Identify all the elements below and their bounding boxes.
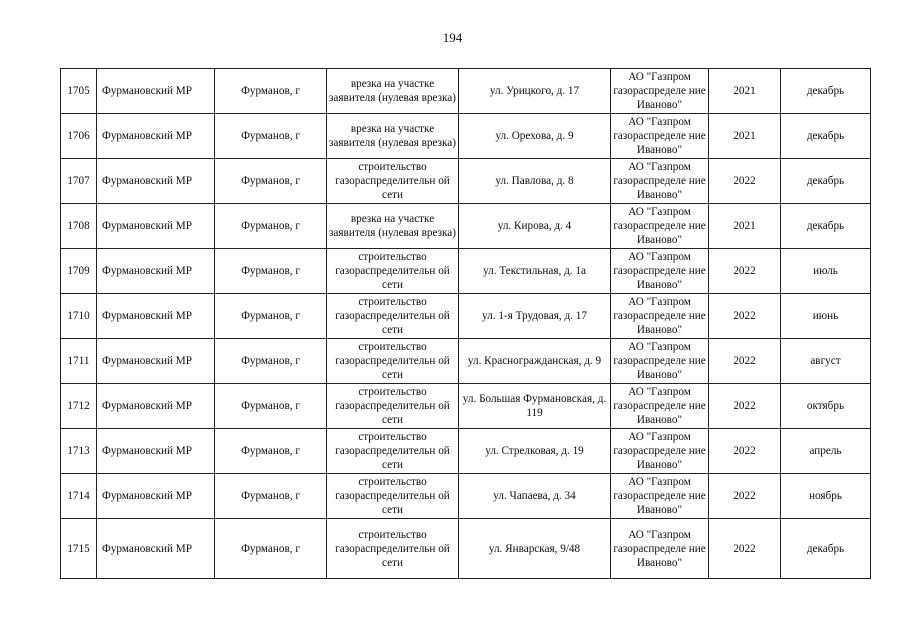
year-cell: 2022 [709,339,781,384]
table-row [61,159,871,204]
table-row [61,69,871,114]
gasification-table [60,68,871,579]
locality-cell: Фурманов, г [215,339,327,384]
table-row [61,474,871,519]
table-row [61,204,871,249]
year-cell: 2022 [709,519,781,579]
year-cell: 2022 [709,294,781,339]
organization-cell: АО "Газпром газораспределе ние Иваново" [611,69,709,114]
district-cell: Фурмановский МР [97,249,215,294]
month-cell: декабрь [781,519,871,579]
locality-cell: Фурманов, г [215,474,327,519]
work-type-cell: строительство газораспределительн ой сети [327,339,459,384]
address-cell: ул. Чапаева, д. 34 [459,474,611,519]
organization-cell: АО "Газпром газораспределе ние Иваново" [611,114,709,159]
page-number: 194 [442,30,463,45]
organization-cell: АО "Газпром газораспределе ние Иваново" [611,339,709,384]
organization-cell: АО "Газпром газораспределе ние Иваново" [611,294,709,339]
work-type-cell: врезка на участке заявителя (нулевая врезка) [327,204,459,249]
locality-cell: Фурманов, г [215,114,327,159]
work-type-cell: строительство газораспределительн ой сети [327,519,459,579]
row-number: 1706 [61,114,97,159]
table-row [61,429,871,474]
district-cell: Фурмановский МР [97,384,215,429]
district-cell: Фурмановский МР [97,474,215,519]
row-number: 1712 [61,384,97,429]
district-cell: Фурмановский МР [97,69,215,114]
address-cell: ул. Кирова, д. 4 [459,204,611,249]
organization-cell: АО "Газпром газораспределе ние Иваново" [611,384,709,429]
table-row [61,114,871,159]
work-type-cell: строительство газораспределительн ой сети [327,429,459,474]
work-type-cell: строительство газораспределительн ой сети [327,384,459,429]
address-cell: ул. 1-я Трудовая, д. 17 [459,294,611,339]
address-cell: ул. Стрелковая, д. 19 [459,429,611,474]
row-number: 1710 [61,294,97,339]
row-number: 1705 [61,69,97,114]
month-cell: ноябрь [781,474,871,519]
table-row [61,519,871,579]
work-type-cell: строительство газораспределительн ой сети [327,474,459,519]
district-cell: Фурмановский МР [97,339,215,384]
locality-cell: Фурманов, г [215,294,327,339]
locality-cell: Фурманов, г [215,69,327,114]
row-number: 1707 [61,159,97,204]
month-cell: декабрь [781,114,871,159]
table-row [61,249,871,294]
month-cell: июль [781,249,871,294]
month-cell: декабрь [781,204,871,249]
row-number: 1714 [61,474,97,519]
organization-cell: АО "Газпром газораспределе ние Иваново" [611,204,709,249]
work-type-cell: строительство газораспределительн ой сети [327,249,459,294]
district-cell: Фурмановский МР [97,429,215,474]
year-cell: 2022 [709,429,781,474]
address-cell: ул. Январская, 9/48 [459,519,611,579]
table-row [61,294,871,339]
organization-cell: АО "Газпром газораспределе ние Иваново" [611,474,709,519]
month-cell: июнь [781,294,871,339]
work-type-cell: врезка на участке заявителя (нулевая врезка) [327,114,459,159]
district-cell: Фурмановский МР [97,519,215,579]
year-cell: 2022 [709,474,781,519]
month-cell: декабрь [781,159,871,204]
row-number: 1708 [61,204,97,249]
table-body [61,69,871,579]
month-cell: октябрь [781,384,871,429]
district-cell: Фурмановский МР [97,204,215,249]
year-cell: 2021 [709,69,781,114]
organization-cell: АО "Газпром газораспределе ние Иваново" [611,429,709,474]
month-cell: апрель [781,429,871,474]
year-cell: 2021 [709,204,781,249]
district-cell: Фурмановский МР [97,159,215,204]
row-number: 1709 [61,249,97,294]
address-cell: ул. Урицкого, д. 17 [459,69,611,114]
locality-cell: Фурманов, г [215,159,327,204]
year-cell: 2022 [709,384,781,429]
month-cell: август [781,339,871,384]
address-cell: ул. Красногражданская, д. 9 [459,339,611,384]
organization-cell: АО "Газпром газораспределе ние Иваново" [611,159,709,204]
district-cell: Фурмановский МР [97,114,215,159]
locality-cell: Фурманов, г [215,384,327,429]
locality-cell: Фурманов, г [215,249,327,294]
locality-cell: Фурманов, г [215,429,327,474]
row-number: 1715 [61,519,97,579]
year-cell: 2022 [709,159,781,204]
address-cell: ул. Павлова, д. 8 [459,159,611,204]
district-cell: Фурмановский МР [97,294,215,339]
row-number: 1711 [61,339,97,384]
year-cell: 2022 [709,249,781,294]
table-row [61,339,871,384]
work-type-cell: строительство газораспределительн ой сети [327,159,459,204]
organization-cell: АО "Газпром газораспределе ние Иваново" [611,519,709,579]
table-row [61,384,871,429]
work-type-cell: врезка на участке заявителя (нулевая врезка) [327,69,459,114]
work-type-cell: строительство газораспределительн ой сети [327,294,459,339]
year-cell: 2021 [709,114,781,159]
address-cell: ул. Орехова, д. 9 [459,114,611,159]
organization-cell: АО "Газпром газораспределе ние Иваново" [611,249,709,294]
locality-cell: Фурманов, г [215,519,327,579]
month-cell: декабрь [781,69,871,114]
row-number: 1713 [61,429,97,474]
address-cell: ул. Большая Фурмановская, д. 119 [459,384,611,429]
address-cell: ул. Текстильная, д. 1а [459,249,611,294]
locality-cell: Фурманов, г [215,204,327,249]
